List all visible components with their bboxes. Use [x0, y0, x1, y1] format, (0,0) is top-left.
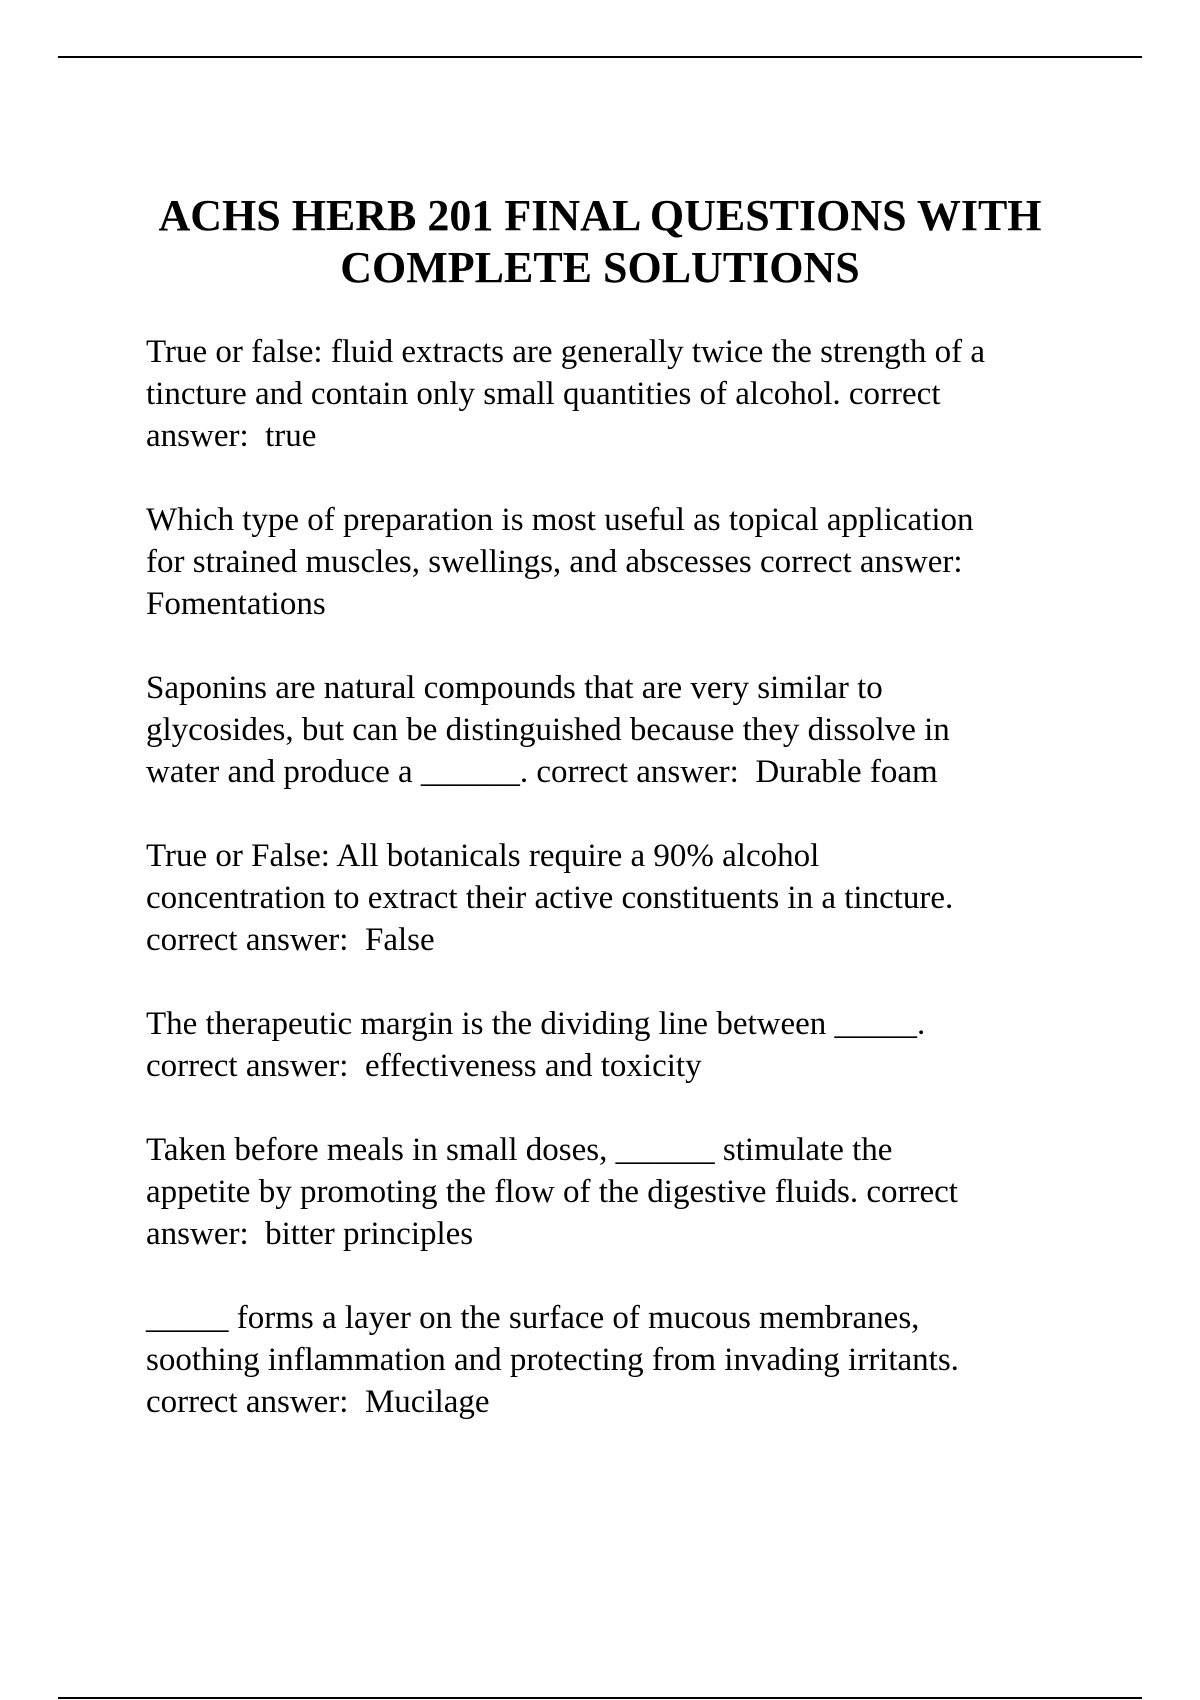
- question-line: tincture and contain only small quantities of alcohol. correct: [146, 376, 941, 412]
- question-line: True or false: fluid extracts are generally twice the strength of a: [146, 334, 986, 370]
- bottom-divider: [58, 1697, 1142, 1699]
- question-line: Fomentations: [146, 586, 326, 622]
- question-line: correct answer: effectiveness and toxicity: [146, 1048, 702, 1084]
- question-line: correct answer: Mucilage: [146, 1384, 490, 1420]
- document-title: [100, 190, 1100, 294]
- question-line: for strained muscles, swellings, and abscesses correct answer:: [146, 544, 963, 580]
- question-item-4: [146, 835, 1086, 961]
- question-line: soothing inflammation and protecting from invading irritants.: [146, 1342, 959, 1378]
- question-line: correct answer: False: [146, 922, 435, 958]
- top-divider: [58, 56, 1142, 58]
- question-line: concentration to extract their active constituents in a tincture.: [146, 880, 954, 916]
- question-line: _____ forms a layer on the surface of mucous membranes,: [146, 1300, 920, 1336]
- title-line-1: ACHS HERB 201 FINAL QUESTIONS WITH: [158, 191, 1042, 240]
- question-line: Taken before meals in small doses, ______ stimulate the: [146, 1132, 893, 1168]
- question-line: The therapeutic margin is the dividing line between _____.: [146, 1006, 926, 1042]
- title-line-2: COMPLETE SOLUTIONS: [340, 243, 860, 292]
- question-line: appetite by promoting the flow of the digestive fluids. correct: [146, 1174, 958, 1210]
- question-line: answer: true: [146, 418, 317, 454]
- question-list: [146, 331, 1086, 1465]
- question-line: Saponins are natural compounds that are very similar to: [146, 670, 883, 706]
- question-item-5: [146, 1003, 1086, 1087]
- question-item-2: [146, 499, 1086, 625]
- question-item-7: [146, 1297, 1086, 1423]
- question-item-3: [146, 667, 1086, 793]
- question-item-6: [146, 1129, 1086, 1255]
- question-line: water and produce a ______. correct answer: Durable foam: [146, 754, 938, 790]
- question-line: glycosides, but can be distinguished because they dissolve in: [146, 712, 950, 748]
- question-line: answer: bitter principles: [146, 1216, 474, 1252]
- question-item-1: [146, 331, 1086, 457]
- question-line: True or False: All botanicals require a 90% alcohol: [146, 838, 820, 874]
- question-line: Which type of preparation is most useful as topical application: [146, 502, 974, 538]
